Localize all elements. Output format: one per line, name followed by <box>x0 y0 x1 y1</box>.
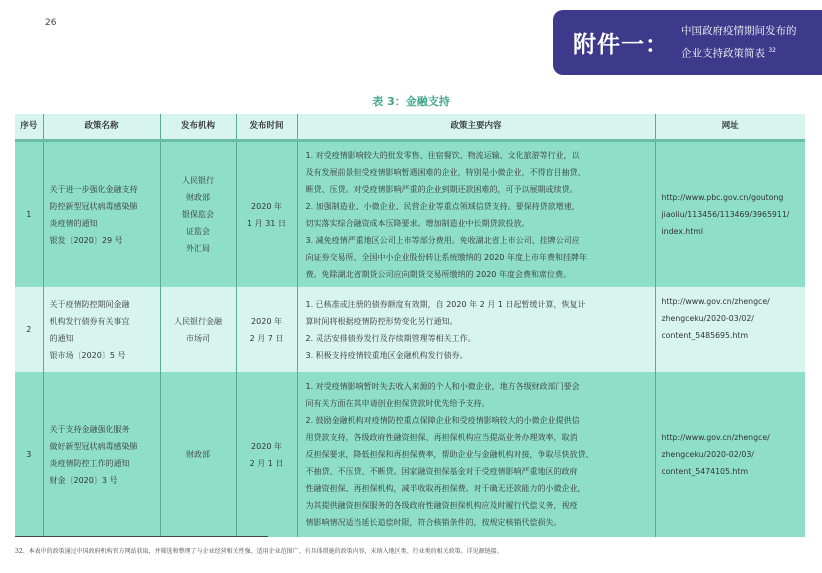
policy-name-line: 防控新型冠状病毒感染肺 <box>49 201 138 211</box>
content-line: 为其提供融资担保服务的各级政府性融资担保机构应及时履行代偿义务，视疫 <box>305 501 578 510</box>
appendix-subtitle-line2 <box>681 41 797 64</box>
policy-content <box>297 372 655 537</box>
header-policy-name: 政策名称 <box>43 114 160 141</box>
issuer <box>160 372 236 537</box>
content-line: 2. 灵活安排债券发行及存续期管理等相关工作。 <box>305 333 476 343</box>
date-year: 2020 年 <box>251 441 282 451</box>
policy-name <box>43 287 160 372</box>
footnote-divider <box>15 536 268 537</box>
url-line[interactable]: content_5485695.htm <box>661 331 749 340</box>
issuer-line: 人民银行金融 <box>174 316 222 326</box>
url-line[interactable]: index.html <box>661 227 704 236</box>
content-line: 3. 积极支持疫情较重地区金融机构发行债券。 <box>305 350 468 360</box>
row-index: 3 <box>15 372 43 537</box>
header-issuer: 发布机构 <box>160 114 236 141</box>
header-url: 网址 <box>655 114 805 141</box>
policy-name <box>43 372 160 537</box>
content-line: 性融资担保、再担保机构，减半收取再担保费。对于确无还款能力的小微企业， <box>305 484 586 493</box>
table-row <box>15 372 805 537</box>
footnote-ref[interactable]: 32 <box>768 46 776 54</box>
issuer <box>160 141 236 288</box>
policy-name-line: 的通知 <box>49 333 74 343</box>
issuer-line: 证监会 <box>186 227 210 236</box>
header-index: 序号 <box>15 114 43 141</box>
issuer-line: 财政部 <box>186 193 210 202</box>
policy-name <box>43 141 160 288</box>
table-header-row <box>15 114 805 141</box>
content-line: 费。免除湖北省期货公司应向期货交易所缴纳的 2020 年度会费和席位费。 <box>305 269 571 279</box>
policy-name-line: 炎疫情的通知 <box>49 218 98 228</box>
table-row <box>15 141 805 288</box>
content-line: 断贷、压贷。对受疫情影响严重的企业到期还款困难的，可予以展期或续贷。 <box>305 184 578 194</box>
page-number: 26 <box>45 18 57 28</box>
url-line[interactable]: zhengceku/2020-03/02/ <box>661 314 754 323</box>
table-caption: 表 3：金融支持 <box>372 95 450 108</box>
issuer-line: 市场司 <box>186 333 210 343</box>
content-line: 不抽贷、不压贷、不断贷。国家融资担保基金对于受疫情影响严重地区的政府 <box>305 467 578 476</box>
policy-name-line: 机构发行债券有关事宜 <box>49 316 130 326</box>
policy-name-line: 做好新型冠状病毒感染肺 <box>49 441 138 451</box>
content-line: 切实落实综合融资成本压降要求。增加制造业中长期贷款投放。 <box>305 218 530 228</box>
policy-name-line: 炎疫情防控工作的通知 <box>49 458 130 468</box>
header-date: 发布时间 <box>236 114 297 141</box>
issuer-line: 外汇局 <box>186 244 210 253</box>
header-content: 政策主要内容 <box>297 114 655 141</box>
appendix-subtitle-line1: 中国政府疫情期间发布的 <box>681 24 797 37</box>
content-line: 2. 加强制造业、小微企业、民营企业等重点领域信贷支持。要保持贷款增速， <box>305 201 580 211</box>
issuer-line: 财政部 <box>186 450 210 459</box>
appendix-subtitle <box>681 22 797 64</box>
footnote: 32、本表中的政策通过中国政府机构官方网站获取，并筛选和整理了与企业经营相关性强、适用企业范围广、有具体措施的政策内容，未纳入地区类、行业类的相关政策。详见源链接。 <box>15 548 503 555</box>
content-line: 3. 减免疫情严重地区公司上市等部分费用。免收湖北省上市公司、挂牌公司应 <box>305 235 580 245</box>
date-day: 1 月 31 日 <box>247 218 286 228</box>
appendix-banner <box>553 10 822 75</box>
url-line[interactable]: http://www.gov.cn/zhengce/ <box>661 433 770 442</box>
policy-name-line: 关于支持金融强化服务 <box>49 424 130 434</box>
policy-doc-number: 财金〔2020〕3 号 <box>49 475 118 485</box>
policy-name-line: 关于疫情防控期间金融 <box>49 299 130 309</box>
content-line: 算时间将根据疫情防控形势变化另行通知。 <box>305 316 458 326</box>
url-line[interactable]: http://www.gov.cn/zhengce/ <box>661 297 770 306</box>
content-line: 1. 对受疫情影响暂时失去收入来源的个人和小微企业，地方各级财政部门要会 <box>305 382 580 391</box>
content-line: 向证券交易所、全国中小企业股份转让系统缴纳的 2020 年度上市年费和挂牌年 <box>305 252 587 262</box>
content-line: 1. 已核准或注册的债券额度有效期，自 2020 年 2 月 1 日起暂缓计算，恢复计 <box>305 299 586 309</box>
date-day: 2 月 7 日 <box>249 333 284 343</box>
appendix-subtitle-line2-text: 企业支持政策简表 <box>681 47 765 60</box>
issuer-line: 银保监会 <box>182 210 214 219</box>
date-day: 2 月 1 日 <box>249 458 284 468</box>
publish-date <box>236 287 297 372</box>
table-row <box>15 287 805 372</box>
policy-name-line: 关于进一步强化金融支持 <box>49 184 138 194</box>
url-line[interactable]: zhengceku/2020-02/03/ <box>661 450 754 459</box>
url-line[interactable]: jiaoliu/113456/113469/3965911/ <box>661 210 790 219</box>
issuer <box>160 287 236 372</box>
policy-url-link[interactable] <box>655 372 805 537</box>
policy-table <box>15 114 805 537</box>
content-line: 情影响情况适当延长追偿时限，符合核销条件的，按规定核销代偿损失。 <box>305 518 562 527</box>
publish-date <box>236 372 297 537</box>
content-line: 用贷款支持，各级政府性融资担保、再担保机构应当提高业务办理效率，取消 <box>305 433 578 442</box>
row-index: 1 <box>15 141 43 288</box>
issuer-line: 人民银行 <box>182 176 214 185</box>
content-line: 及有发展前景但受疫情影响暂遇困难的企业，特别是小微企业，不得盲目抽贷、 <box>305 167 586 177</box>
publish-date <box>236 141 297 288</box>
appendix-title: 附件一： <box>573 32 669 58</box>
policy-content <box>297 141 655 288</box>
url-line[interactable]: http://www.pbc.gov.cn/goutong <box>661 193 784 202</box>
row-index: 2 <box>15 287 43 372</box>
content-line: 同有关方面在其申请创业担保贷款时优先给予支持。 <box>305 399 490 408</box>
date-year: 2020 年 <box>251 201 282 211</box>
content-line: 2. 鼓励金融机构对疫情防控重点保障企业和受疫情影响较大的小微企业提供信 <box>305 416 580 425</box>
policy-url-link[interactable] <box>655 141 805 288</box>
date-year: 2020 年 <box>251 316 282 326</box>
content-line: 反担保要求，降低担保和再担保费率，帮助企业与金融机构对接，争取尽快放贷、 <box>305 450 594 459</box>
content-line: 1. 对受疫情影响较大的批发零售、住宿餐饮、物流运输、文化旅游等行业，以 <box>305 150 580 160</box>
policy-url-link[interactable] <box>655 287 805 372</box>
url-line[interactable]: content_5474105.htm <box>661 467 749 476</box>
policy-content <box>297 287 655 372</box>
policy-doc-number: 银发〔2020〕29 号 <box>49 235 123 245</box>
policy-doc-number: 银市场〔2020〕5 号 <box>49 350 126 360</box>
